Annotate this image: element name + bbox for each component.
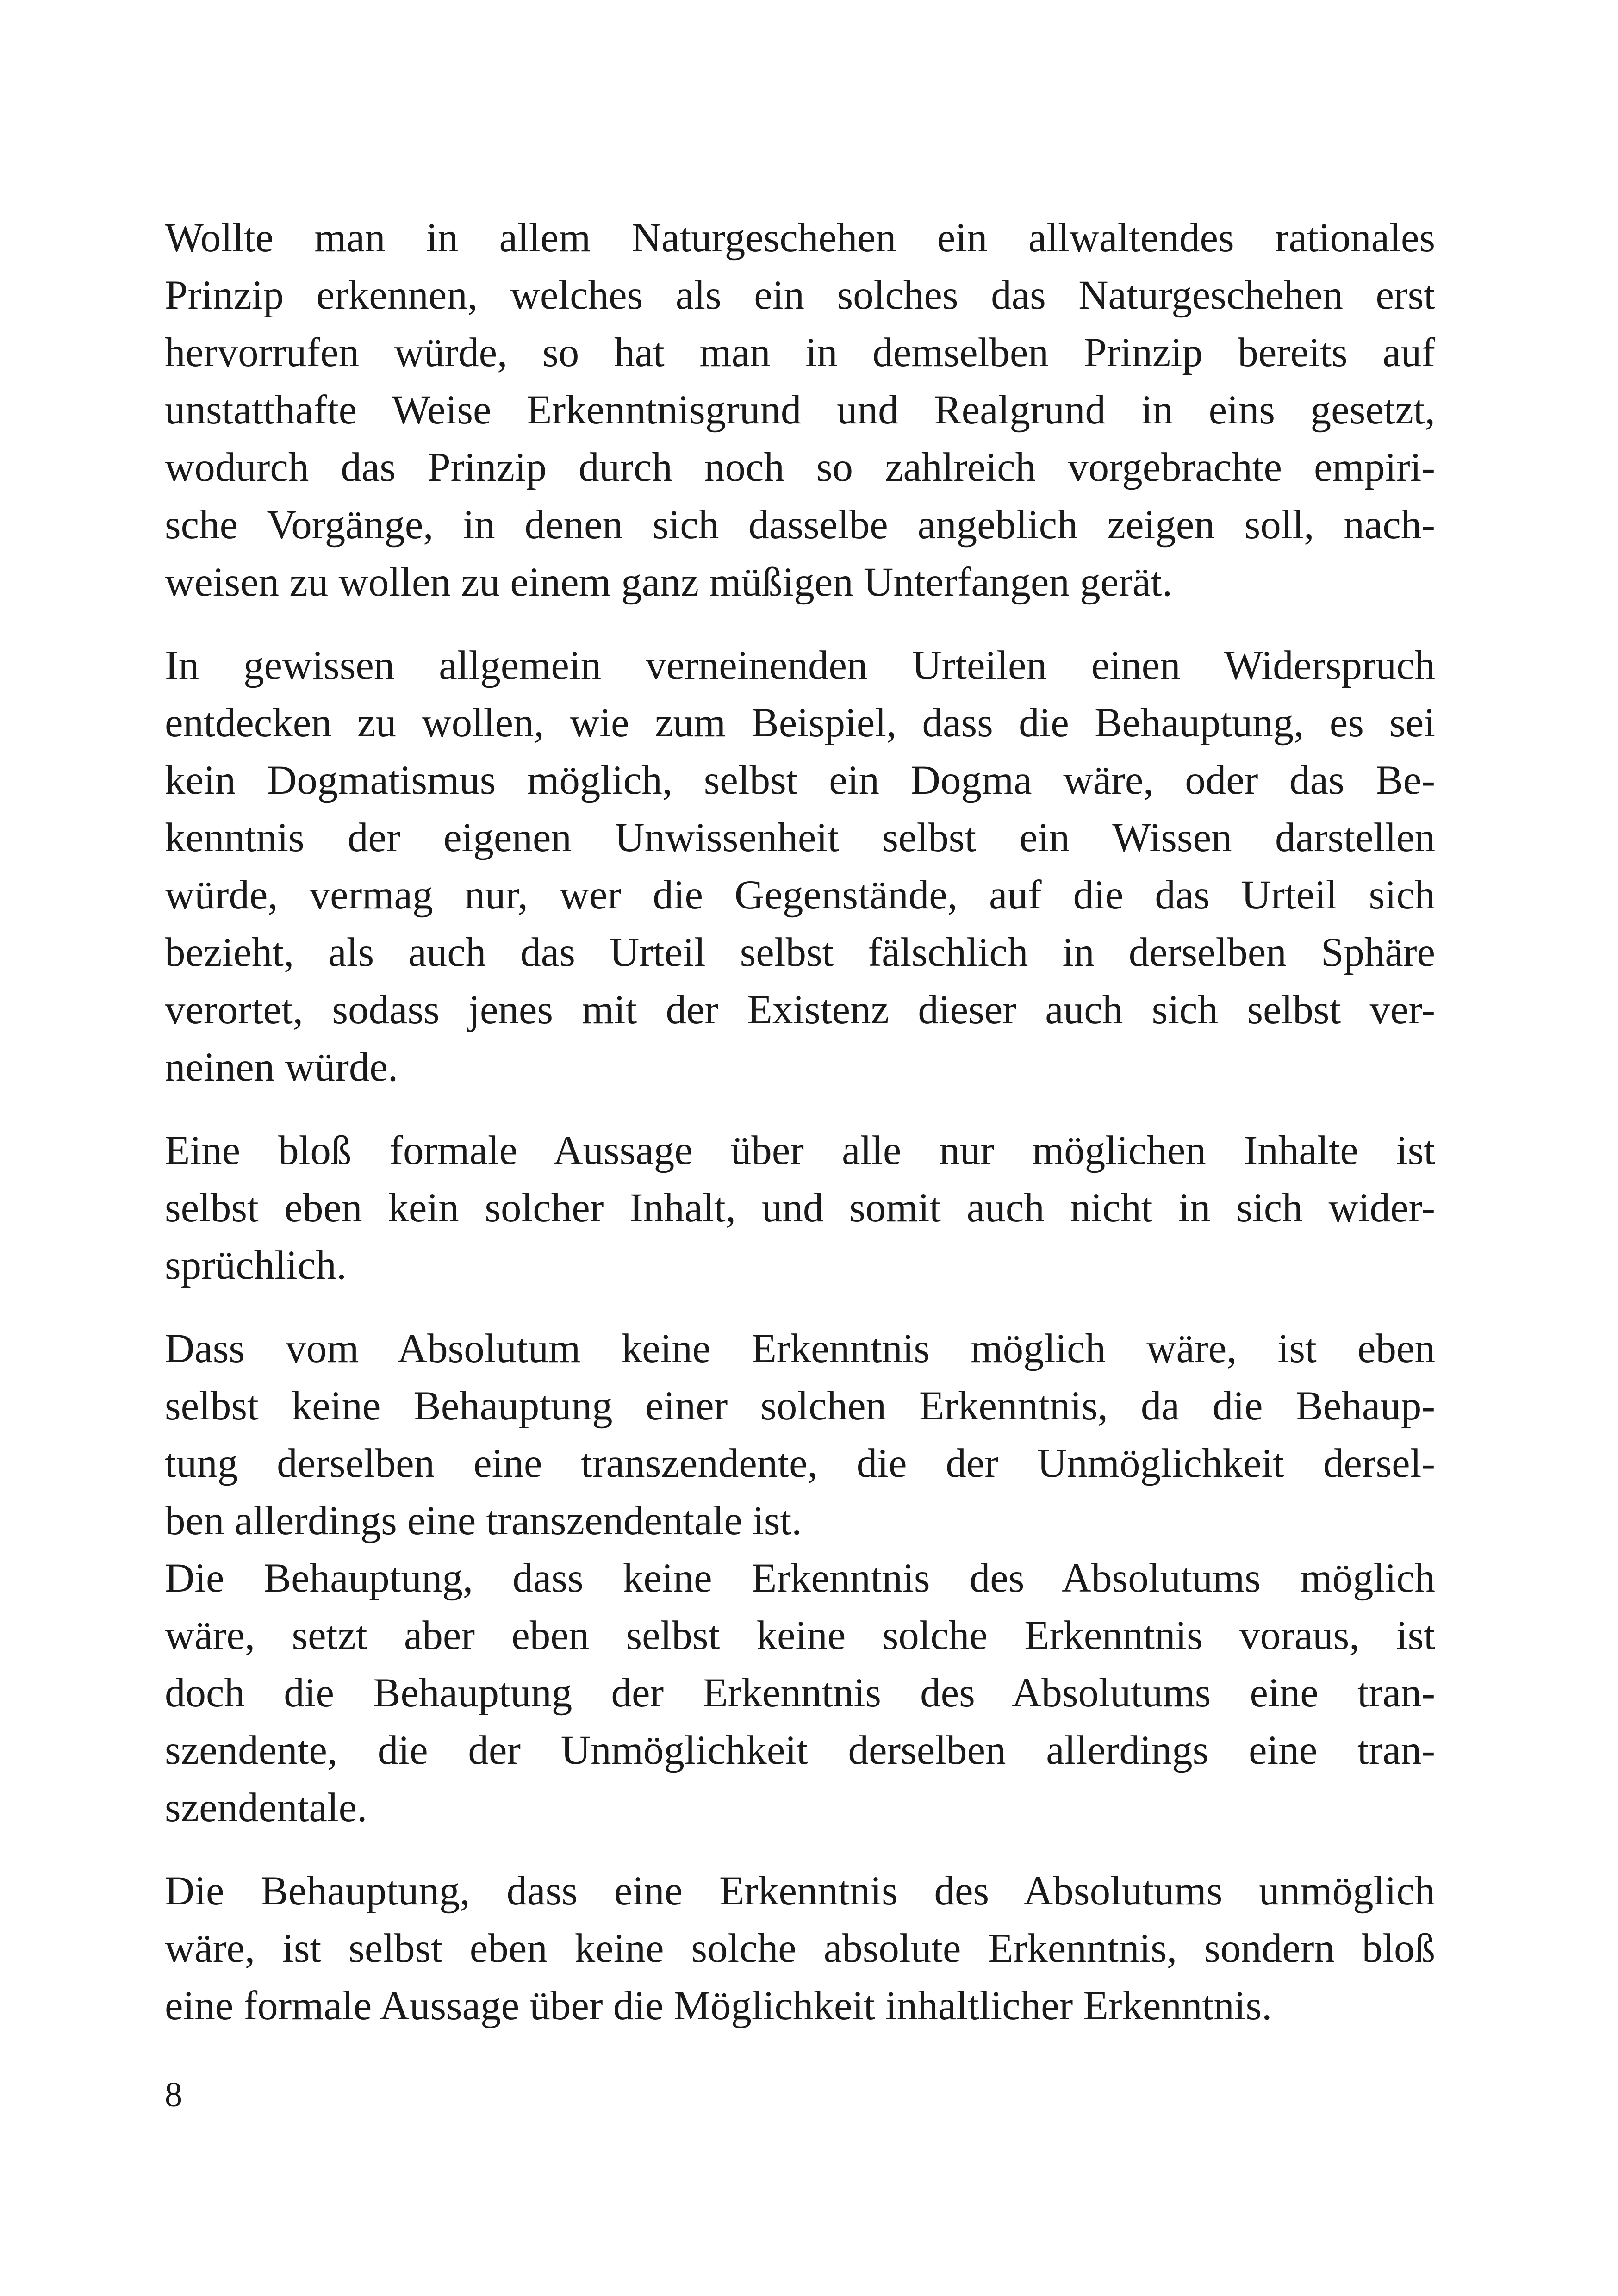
text-line: sprüchlich. [165, 1243, 347, 1288]
paragraph [165, 1122, 1435, 1294]
text-line: wäre, ist selbst eben keine solche absolute Erkenntnis, sondern bloß [165, 1926, 1435, 1971]
text-line: szendente, die der Unmöglichkeit derselben allerdings eine tran- [165, 1728, 1435, 1773]
body-text [165, 209, 1435, 2035]
text-line: verortet, sodass jenes mit der Existenz dieser auch sich selbst ver- [165, 987, 1435, 1033]
page-number: 8 [165, 2075, 182, 2114]
paragraph [165, 1320, 1435, 1836]
paragraph-gap [165, 1096, 1435, 1122]
text-line: neinen würde. [165, 1045, 398, 1090]
text-line: selbst keine Behauptung einer solchen Erkenntnis, da die Behaup- [165, 1383, 1435, 1429]
text-line: tung derselben eine transzendente, die der Unmöglichkeit dersel- [165, 1441, 1435, 1486]
text-line: unstatthafte Weise Erkenntnisgrund und Realgrund in eins gesetzt, [165, 387, 1435, 433]
text-line: Prinzip erkennen, welches als ein solches das Naturgeschehen erst [165, 273, 1435, 318]
text-line: Die Behauptung, dass keine Erkenntnis des Absolutums möglich [165, 1556, 1435, 1601]
text-line: eine formale Aussage über die Möglichkeit inhaltlicher Erkenntnis. [165, 1983, 1272, 2028]
text-line: ben allerdings eine transzendentale ist. [165, 1498, 802, 1543]
text-line: entdecken zu wollen, wie zum Beispiel, dass die Behauptung, es sei [165, 700, 1435, 746]
text-line: wäre, setzt aber eben selbst keine solche Erkenntnis voraus, ist [165, 1613, 1435, 1658]
text-line: würde, vermag nur, wer die Gegenstände, auf die das Urteil sich [165, 872, 1435, 918]
text-line: Die Behauptung, dass eine Erkenntnis des Absolutums unmöglich [165, 1868, 1435, 1914]
text-line: kein Dogmatismus möglich, selbst ein Dogma wäre, oder das Be- [165, 758, 1435, 803]
text-line: selbst eben kein solcher Inhalt, und somit auch nicht in sich wider- [165, 1185, 1435, 1231]
paragraph [165, 1862, 1435, 2035]
paragraph-gap [165, 1294, 1435, 1320]
text-line: kenntnis der eigenen Unwissenheit selbst ein Wissen darstellen [165, 815, 1435, 860]
text-line: Wollte man in allem Naturgeschehen ein allwaltendes rationales [165, 215, 1435, 261]
text-line: doch die Behauptung der Erkenntnis des Absolutums eine tran- [165, 1670, 1435, 1716]
text-line: bezieht, als auch das Urteil selbst fälschlich in derselben Sphäre [165, 930, 1435, 975]
paragraph-gap [165, 1836, 1435, 1862]
text-line: In gewissen allgemein verneinenden Urteilen einen Widerspruch [165, 643, 1435, 688]
paragraph [165, 637, 1435, 1096]
text-line: Eine bloß formale Aussage über alle nur möglichen Inhalte ist [165, 1128, 1435, 1173]
text-line: Dass vom Absolutum keine Erkenntnis möglich wäre, ist eben [165, 1326, 1435, 1371]
text-line: weisen zu wollen zu einem ganz müßigen Unterfangen gerät. [165, 560, 1173, 605]
paragraph [165, 209, 1435, 611]
paragraph-gap [165, 611, 1435, 637]
text-line: szendentale. [165, 1785, 367, 1830]
text-line: sche Vorgänge, in denen sich dasselbe angeblich zeigen soll, nach- [165, 502, 1435, 548]
text-line: hervorrufen würde, so hat man in demselben Prinzip bereits auf [165, 330, 1435, 375]
text-line: wodurch das Prinzip durch noch so zahlreich vorgebrachte empiri- [165, 445, 1435, 490]
